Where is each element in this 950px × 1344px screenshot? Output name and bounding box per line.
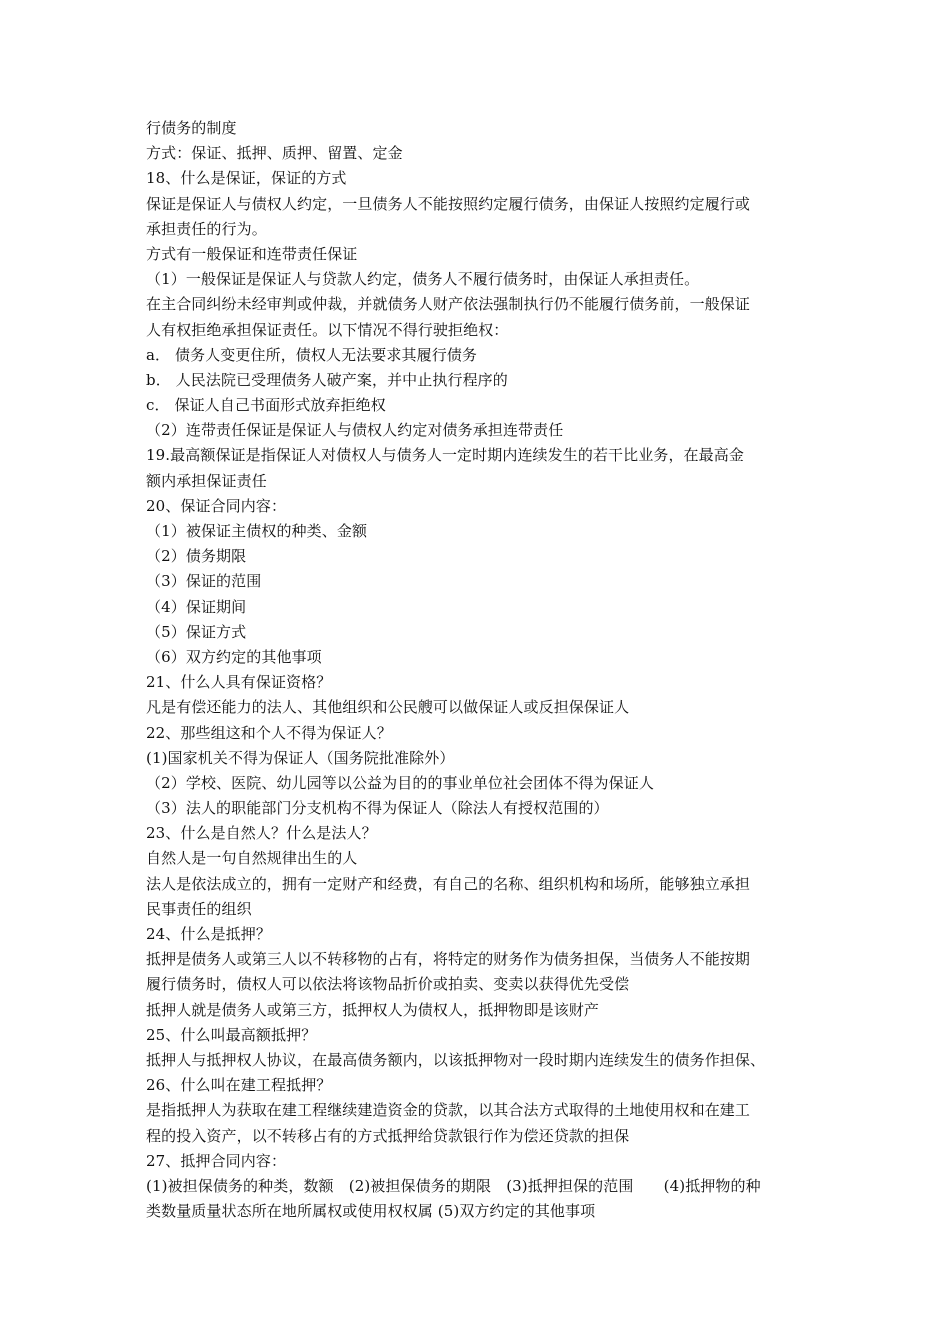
list-item: （4）保证期间 <box>146 597 247 616</box>
text-line: 抵押人就是债务人或第三方，抵押权人为债权人，抵押物即是该财产 <box>146 1000 600 1019</box>
text-line: 自然人是一句自然规律出生的人 <box>146 849 358 868</box>
text-line: 履行债务时，债权人可以依法将该物品折价或拍卖、变卖以获得优先受偿 <box>146 975 630 994</box>
list-item: b． 人民法院已受理债务人破产案，并中止执行程序的 <box>146 370 508 389</box>
text-line: 保证是保证人与债权人约定，一旦债务人不能按照约定履行债务，由保证人按照约定履行或 <box>146 194 751 213</box>
text-line: 方式：保证、抵押、质押、留置、定金 <box>146 144 403 163</box>
text-line: 法人是依法成立的，拥有一定财产和经费，有自己的名称、组织机构和场所，能够独立承担 <box>146 874 751 893</box>
list-item: （3）保证的范围 <box>146 572 262 591</box>
list-item: a． 债务人变更住所，债权人无法要求其履行债务 <box>146 345 478 364</box>
section-heading: 27、抵押合同内容： <box>146 1151 287 1170</box>
list-item: （5）保证方式 <box>146 622 247 641</box>
list-item: （3）法人的职能部门分支机构不得为保证人（除法人有授权范围的） <box>146 799 609 818</box>
text-line: 行债务的制度 <box>146 119 237 137</box>
section-heading: 18、什么是保证，保证的方式 <box>146 169 347 188</box>
text-line: 凡是有偿还能力的法人、其他组织和公民艘可以做保证人或反担保保证人 <box>146 698 630 717</box>
list-item: （2）连带责任保证是保证人与债权人约定对债务承担连带责任 <box>146 421 564 440</box>
list-item: c． 保证人自己书面形式放弃拒绝权 <box>146 396 386 415</box>
text-line: 额内承担保证责任 <box>146 471 267 490</box>
list-item: （1）被保证主债权的种类、金额 <box>146 522 368 540</box>
section-heading: 23、什么是自然人？什么是法人？ <box>146 824 377 843</box>
text-line: 在主合同纠纷未经审判或仲裁，并就债务人财产依法强制执行仍不能履行债务前，一般保证 <box>146 295 751 314</box>
text-line: 方式有一般保证和连带责任保证 <box>146 244 358 263</box>
list-item: （2）学校、医院、幼儿园等以公益为目的的事业单位社会团体不得为保证人 <box>146 773 654 792</box>
section-heading: 25、什么叫最高额抵押？ <box>146 1025 317 1044</box>
list-item: （6）双方约定的其他事项 <box>146 647 322 666</box>
text-line: 类数量质量状态所在地所属权或使用权权属 (5)双方约定的其他事项 <box>146 1202 596 1221</box>
list-item: （1）一般保证是保证人与贷款人约定，债务人不履行债务时，由保证人承担责任。 <box>146 270 700 289</box>
text-line: 抵押人与抵押权人协议，在最高债务额内，以该抵押物对一段时期内连续发生的债务作担保、 <box>146 1050 766 1069</box>
section-heading: 20、保证合同内容： <box>146 496 287 515</box>
text-line: 人有权拒绝承担保证责任。以下情况不得行驶拒绝权： <box>146 320 509 339</box>
text-line: 抵押是债务人或第三人以不转移物的占有，将特定的财务作为债务担保，当债务人不能按期 <box>146 950 751 969</box>
list-item: （2）债务期限 <box>146 547 247 566</box>
list-item: (1)国家机关不得为保证人（国务院批准除外） <box>146 748 455 767</box>
section-heading: 19.最高额保证是指保证人对债权人与债务人一定时期内连续发生的若干比业务，在最高金 <box>146 446 744 465</box>
text-line: 民事责任的组织 <box>146 899 252 918</box>
text-line: 程的投入资产，以不转移占有的方式抵押给贷款银行作为偿还贷款的担保 <box>146 1126 630 1145</box>
text-line: (1)被担保债务的种类，数额 (2)被担保债务的期限 (3)抵押担保的范围 (4)抵押物的种 <box>146 1176 761 1195</box>
section-heading: 26、什么叫在建工程抵押？ <box>146 1076 332 1095</box>
section-heading: 24、什么是抵押？ <box>146 925 271 943</box>
text-line: 承担责任的行为。 <box>146 219 267 238</box>
text-line: 是指抵押人为获取在建工程继续建造资金的贷款，以其合法方式取得的土地使用权和在建工 <box>146 1101 751 1120</box>
section-heading: 22、那些组这和个人不得为保证人？ <box>146 723 392 742</box>
document-page <box>146 116 812 1224</box>
section-heading: 21、什么人具有保证资格？ <box>146 673 332 692</box>
